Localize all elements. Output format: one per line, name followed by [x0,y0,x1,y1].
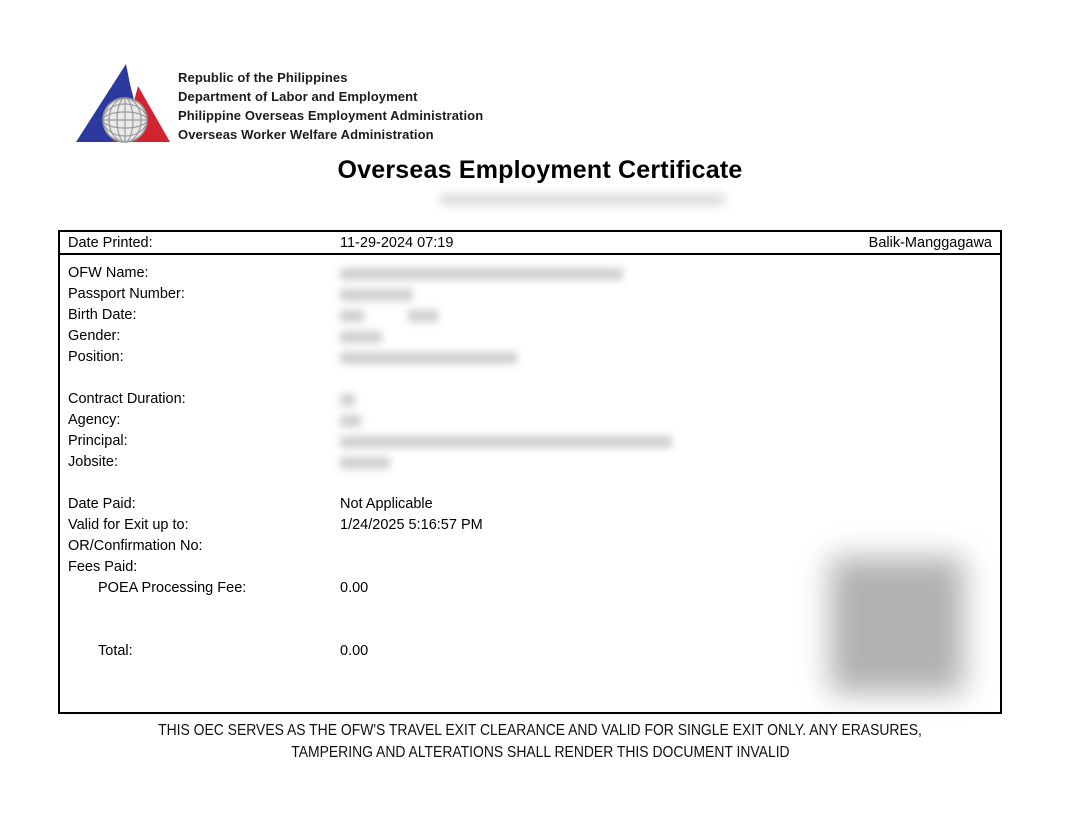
field-row-or-confirmation-no: OR/Confirmation No: [68,538,203,554]
field-value: 1/24/2025 5:16:57 PM [340,517,483,533]
certificate-table [58,230,1002,714]
agency-line-poea: Philippine Overseas Employment Administration [178,108,484,123]
field-row-total: Total: 0.00 [68,641,992,662]
redacted-value [408,310,438,322]
redacted-value [340,436,672,448]
field-row-ofw-name: OFW Name: [68,263,992,284]
field-row-fees-paid: Fees Paid: [68,559,138,575]
field-row-birth-date: Birth Date: [68,305,992,326]
field-row-position: Position: [68,347,992,368]
agency-line-dole: Department of Labor and Employment [178,89,418,104]
agency-line-owwa: Overseas Worker Welfare Administration [178,127,434,142]
redacted-value [340,415,361,427]
field-value: 0.00 [340,643,369,659]
field-row-agency: Agency: [68,410,992,431]
agency-lines [178,60,483,152]
agency-line-republic: Republic of the Philippines [178,70,348,85]
redacted-value [340,394,355,406]
redacted-value [340,457,390,469]
dole-triangle-globe-logo [72,60,174,152]
redacted-value [340,268,623,280]
date-printed-row [60,232,1000,255]
date-printed-value: 11-29-2024 07:19 [340,234,454,251]
field-row-poea-processing-fee: POEA Processing Fee: 0.00 [68,578,992,599]
redacted-value [340,310,364,322]
disclaimer-line-2: TAMPERING AND ALTERATIONS SHALL RENDER THIS DOCUMENT INVALID [290,744,790,761]
disclaimer [0,720,1080,764]
letterhead [72,60,483,152]
field-row-jobsite: Jobsite: [68,452,992,473]
field-row-passport-number: Passport Number: [68,284,992,305]
redacted-value [340,352,517,364]
dole-logo-icon [72,60,174,152]
field-row-valid-for-exit: Valid for Exit up to: 1/24/2025 5:16:57 PM [68,515,992,536]
redacted-control-number [440,194,725,205]
field-value: 0.00 [340,580,369,596]
redacted-value [340,331,382,343]
date-printed-label: Date Printed: [68,234,153,251]
field-row-contract-duration: Contract Duration: [68,389,992,410]
field-row-principal: Principal: [68,431,992,452]
document-title: Overseas Employment Certificate [337,156,743,184]
field-row-gender: Gender: [68,326,992,347]
disclaimer-line-1: THIS OEC SERVES AS THE OFW'S TRAVEL EXIT CLEARANCE AND VALID FOR SINGLE EXIT ONLY. ANY ERASURES, [158,722,922,739]
field-row-date-paid: Date Paid: Not Applicable [68,494,992,515]
redacted-value [340,289,413,301]
document-type-badge: Balik-Manggagawa [868,234,992,251]
field-value: Not Applicable [340,496,433,512]
redacted-qr-code [830,557,964,693]
